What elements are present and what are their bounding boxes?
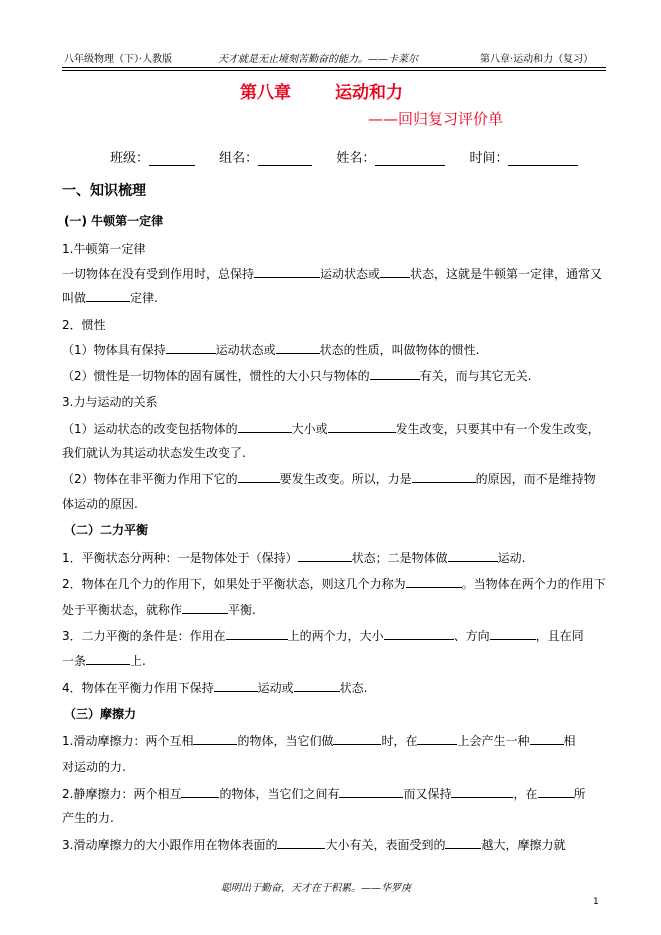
answer-blank[interactable] — [166, 342, 216, 354]
text: 。当物体在两个力的作用下 — [461, 577, 606, 591]
text: 上会产生一种 — [457, 734, 530, 748]
answer-blank[interactable] — [406, 576, 462, 588]
text: 运动状态或 — [215, 343, 276, 357]
newton-item1-title: 1.牛顿第一定律 — [62, 242, 146, 256]
text: 3.滑动摩擦力的大小跟作用在物体表面的 — [62, 838, 278, 852]
answer-blank[interactable] — [370, 368, 420, 380]
student-info-fields — [110, 147, 598, 166]
text: 一切物体在没有受到作用时，总保持 — [62, 267, 255, 281]
answer-blank[interactable] — [214, 680, 258, 692]
text: （1）运动状态的改变包括物体的 — [62, 422, 238, 436]
answer-blank[interactable] — [333, 733, 381, 745]
answer-blank[interactable] — [448, 550, 498, 562]
chapter-title — [240, 78, 403, 103]
text: 1.滑动摩擦力：两个互相 — [62, 734, 194, 748]
answer-blank[interactable] — [298, 550, 352, 562]
friction-line3 — [62, 785, 586, 802]
text: 平衡. — [228, 603, 256, 617]
balance-line3 — [62, 601, 256, 618]
newton-item3-line1 — [62, 420, 600, 437]
header-rule — [62, 67, 606, 68]
header-left: 八年级物理（下）·人教版 — [64, 54, 173, 65]
answer-blank[interactable] — [86, 290, 130, 302]
balance-line1 — [62, 549, 525, 566]
text: 状态. — [339, 681, 368, 695]
answer-blank[interactable] — [254, 266, 320, 278]
text: （2）惯性是一切物体的固有属性，惯性的大小只与物体的 — [62, 369, 370, 383]
answer-blank[interactable] — [238, 471, 280, 483]
answer-blank[interactable] — [86, 653, 130, 665]
text: 1．平衡状态分两种：一是物体处于（保持） — [62, 551, 298, 565]
text: 要发生改变。所以，力是 — [279, 472, 412, 486]
text: 3．二力平衡的条件是：作用在 — [62, 629, 226, 643]
newton-item3-line4: 体运动的原因. — [62, 497, 138, 511]
class-label: 班级： — [110, 151, 150, 166]
answer-blank[interactable] — [451, 786, 513, 798]
header-rule-thin — [62, 70, 606, 71]
chapter-name: 运动和力 — [335, 83, 403, 103]
text: 状态，这就是牛顿第一定律，通常又 — [410, 267, 603, 281]
text: ，且在同 — [535, 629, 584, 643]
class-blank[interactable] — [149, 153, 195, 166]
answer-blank[interactable] — [380, 266, 410, 278]
text: 状态；二是物体做 — [351, 551, 448, 565]
text: 的原因，而不是维持物 — [475, 472, 596, 486]
text: 4．物体在平衡力作用下保持 — [62, 681, 214, 695]
newton-item1-line1 — [62, 265, 602, 282]
answer-blank[interactable] — [182, 602, 228, 614]
time-label: 时间： — [469, 151, 509, 166]
text: 相 — [563, 734, 576, 748]
friction-heading: （三）摩擦力 — [64, 707, 137, 721]
text: 叫做 — [62, 291, 87, 305]
footer-quote: 聪明出于勤奋，天才在于积累。——华罗庚 — [221, 883, 411, 894]
newton-heading: (一) 牛顿第一定律 — [64, 214, 164, 228]
text: 上的两个力，大小 — [287, 629, 384, 643]
friction-line1 — [62, 732, 576, 749]
subtitle: ——回归复习评价单 — [368, 110, 504, 128]
text: ，在 — [513, 787, 538, 801]
text: 处于平衡状态，就称作 — [62, 603, 183, 617]
newton-item2-line1 — [62, 341, 479, 358]
newton-item3-line3 — [62, 470, 596, 487]
answer-blank[interactable] — [445, 837, 481, 849]
text: 2.静摩擦力：两个相互 — [62, 787, 182, 801]
newton-item3-line2: 我们就认为其运动状态发生改变了. — [62, 446, 246, 460]
balance-line4 — [62, 627, 584, 644]
answer-blank[interactable] — [530, 733, 564, 745]
header-right: 第八章·运动和力（复习） — [480, 54, 594, 65]
text: 有关，而与其它无关. — [419, 369, 532, 383]
text: 所 — [573, 787, 586, 801]
text: 大小或 — [291, 422, 328, 436]
friction-line4: 产生的力. — [62, 811, 114, 825]
answer-blank[interactable] — [339, 786, 403, 798]
text: 越大，摩擦力就 — [481, 838, 566, 852]
newton-item3-title: 3.力与运动的关系 — [62, 395, 158, 409]
answer-blank[interactable] — [277, 837, 325, 849]
text: 时，在 — [381, 734, 418, 748]
name-blank[interactable] — [375, 153, 445, 166]
answer-blank[interactable] — [181, 786, 219, 798]
answer-blank[interactable] — [417, 733, 457, 745]
answer-blank[interactable] — [226, 628, 288, 640]
text: 2．物体在几个力的作用下，如果处于平衡状态，则这几个力称为 — [62, 577, 406, 591]
text: 大小有关，表面受到的 — [325, 838, 446, 852]
newton-item2-line2 — [62, 367, 531, 384]
group-blank[interactable] — [258, 153, 312, 166]
section-heading: 一、知识梳理 — [62, 183, 146, 199]
newton-item1-line2 — [62, 289, 158, 306]
answer-blank[interactable] — [328, 421, 396, 433]
answer-blank[interactable] — [384, 628, 454, 640]
chapter-number: 第八章 — [240, 83, 291, 103]
text: 而又保持 — [403, 787, 452, 801]
text: 运动或 — [257, 681, 294, 695]
text: 的物体，当它们做 — [237, 734, 334, 748]
header-quote: 天才就是无止境刻苦勤奋的能力。——卡莱尔 — [218, 54, 418, 65]
text: 发生改变，只要其中有一个发生改变， — [395, 422, 600, 436]
friction-line5 — [62, 836, 565, 853]
answer-blank[interactable] — [294, 680, 340, 692]
text: 状态的性质，叫做物体的惯性. — [319, 343, 480, 357]
text: 一条 — [62, 654, 87, 668]
answer-blank[interactable] — [276, 342, 320, 354]
text: （2）物体在非平衡力作用下它的 — [62, 472, 238, 486]
answer-blank[interactable] — [193, 733, 237, 745]
balance-line6 — [62, 679, 367, 696]
time-blank[interactable] — [508, 153, 578, 166]
text: 上. — [130, 654, 146, 668]
answer-blank[interactable] — [490, 628, 536, 640]
name-label: 姓名： — [336, 151, 376, 166]
text: 、方向 — [453, 629, 490, 643]
balance-heading: （二）二力平衡 — [64, 523, 149, 537]
newton-item2-title: 2．惯性 — [62, 318, 106, 332]
answer-blank[interactable] — [538, 786, 574, 798]
text: 运动状态或 — [320, 267, 381, 281]
text: 运动. — [497, 551, 526, 565]
friction-line2: 对运动的力. — [62, 760, 126, 774]
text: 定律. — [130, 291, 158, 305]
page-number: 1 — [593, 897, 599, 907]
balance-line2 — [62, 575, 606, 592]
answer-blank[interactable] — [238, 421, 292, 433]
balance-line5 — [62, 652, 146, 669]
text: 的物体，当它们之间有 — [219, 787, 340, 801]
text: （1）物体具有保持 — [62, 343, 166, 357]
answer-blank[interactable] — [412, 471, 476, 483]
page-header — [64, 50, 604, 66]
group-label: 组名： — [219, 151, 259, 166]
